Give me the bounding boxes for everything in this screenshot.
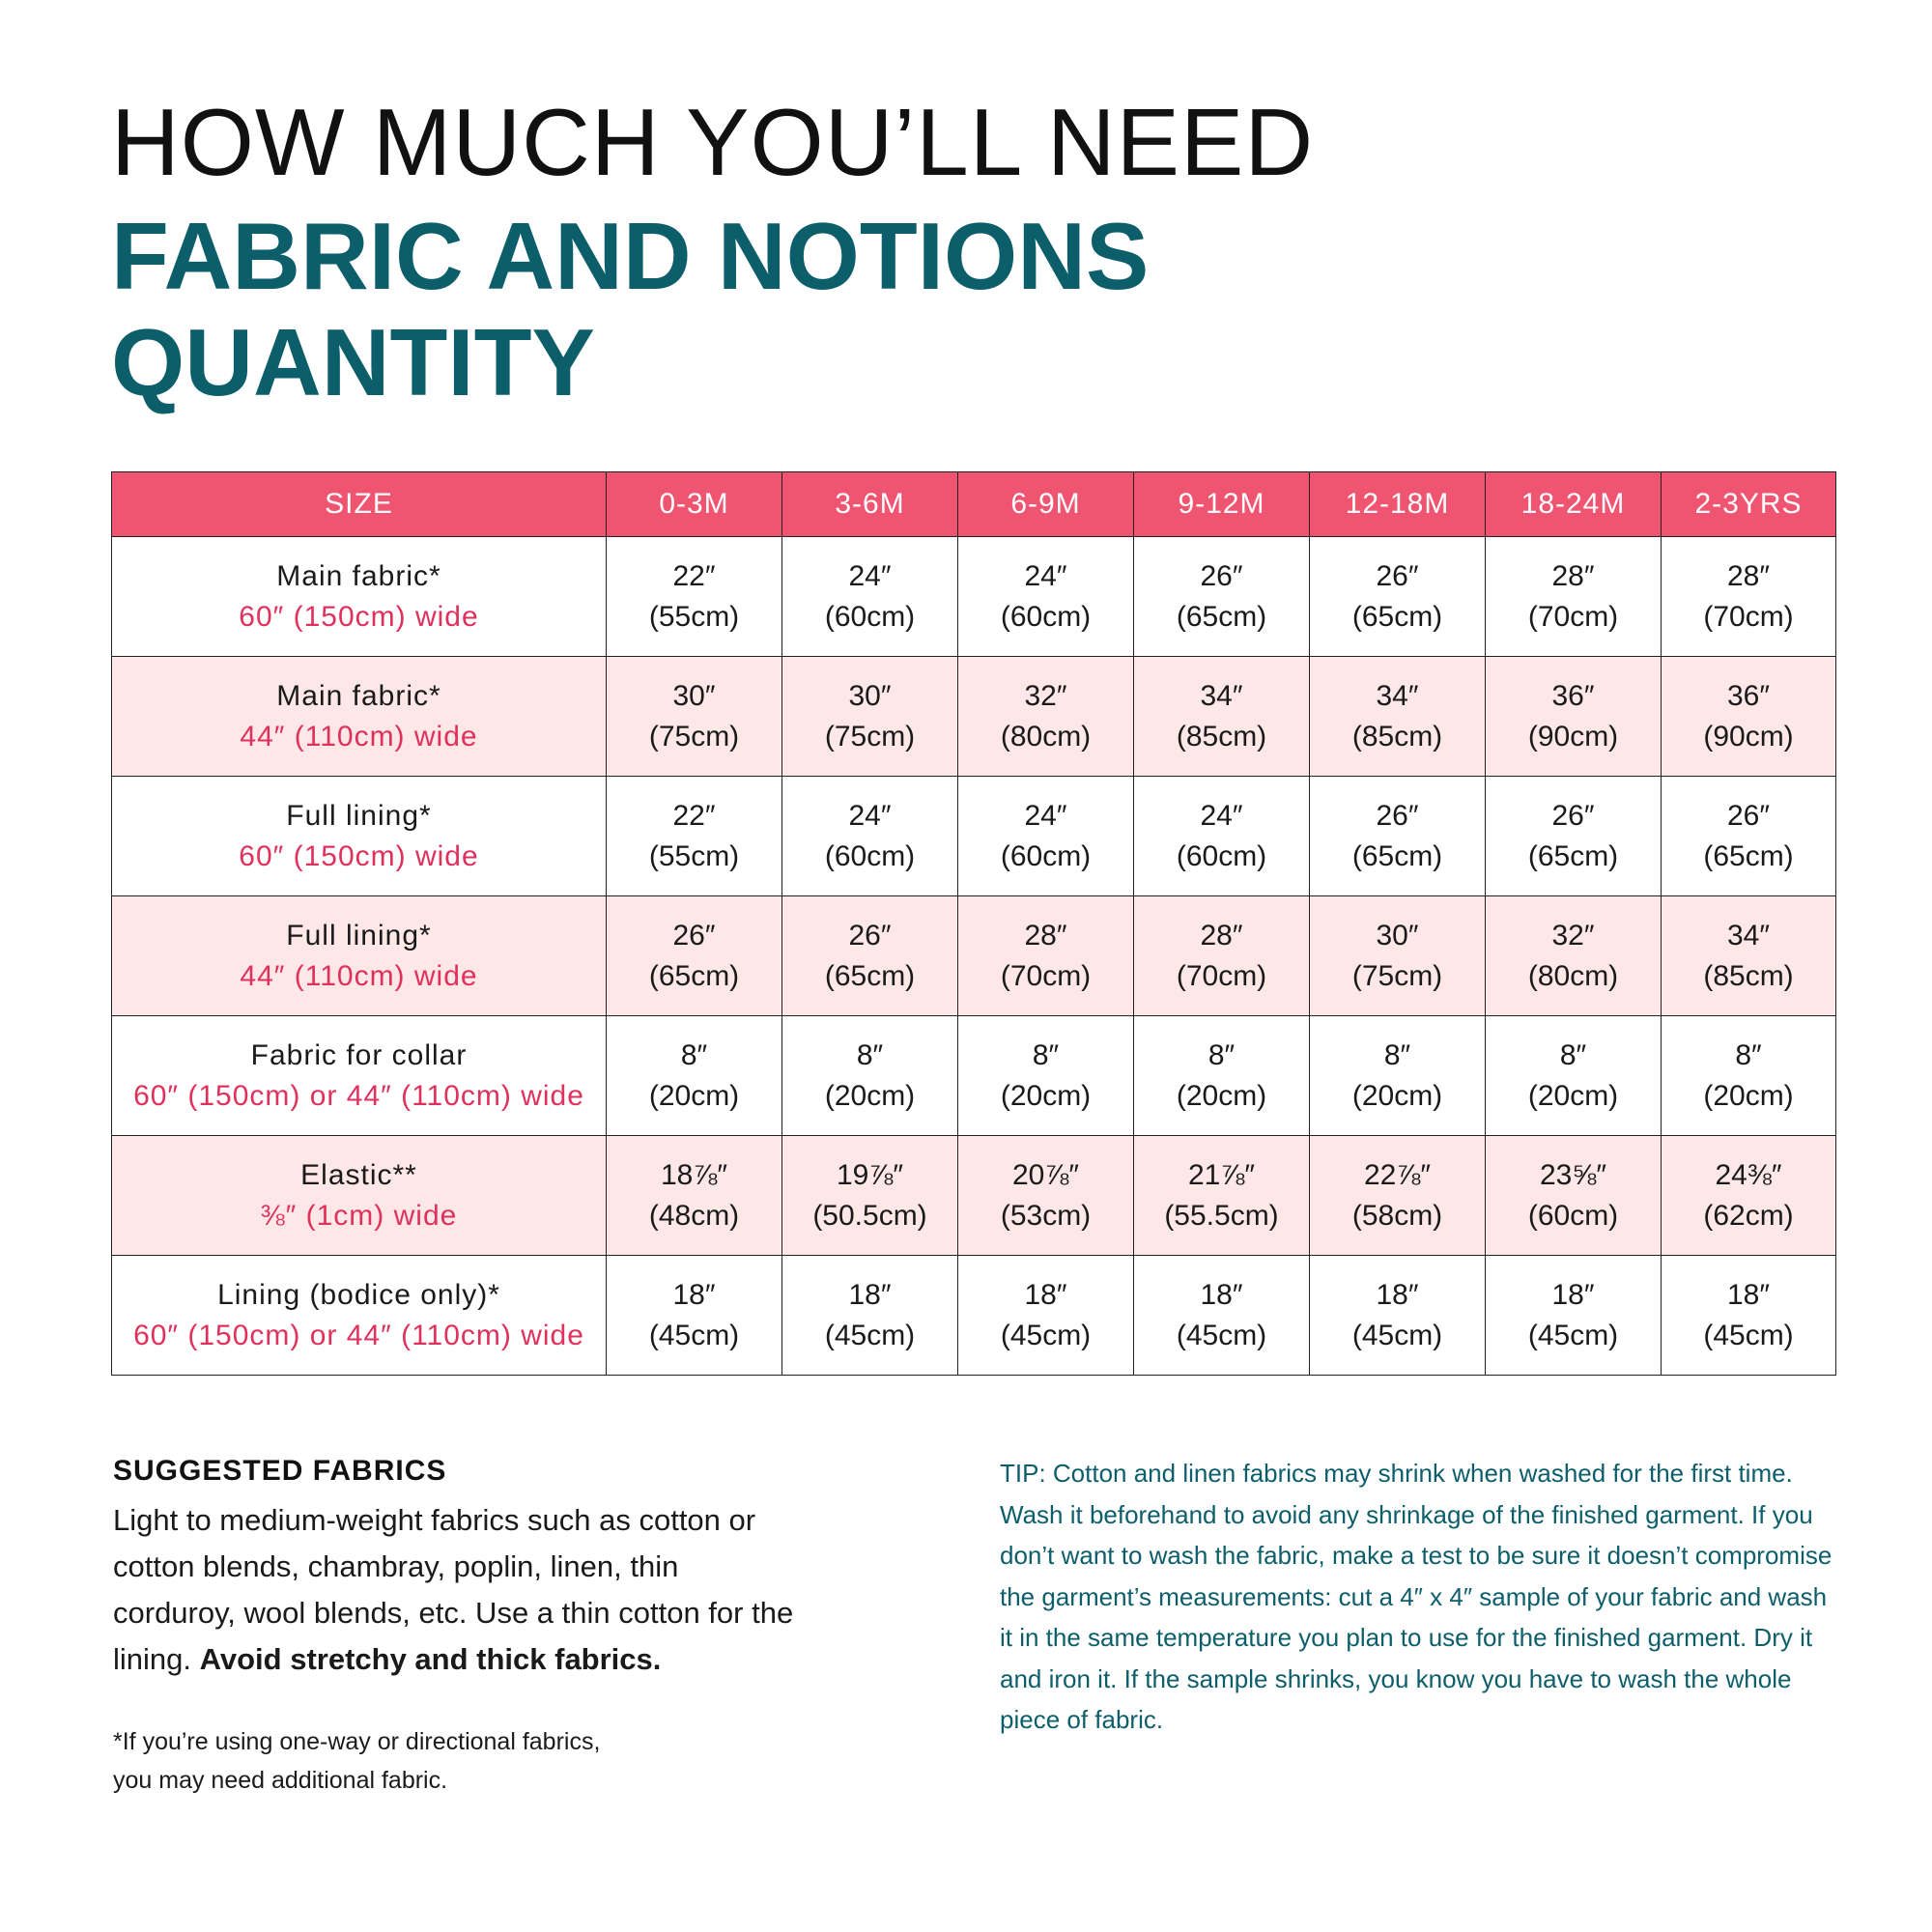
quantity-centimeters: (45cm) <box>1176 1319 1267 1351</box>
quantity-centimeters: (65cm) <box>824 959 916 992</box>
quantity-centimeters: (60cm) <box>824 839 916 872</box>
row-label-cell <box>112 896 607 1016</box>
quantity-inches: 8″ <box>680 1038 708 1071</box>
quantity-centimeters: (45cm) <box>1703 1319 1794 1351</box>
quantity-inches: 30″ <box>672 679 716 712</box>
quantity-cell <box>1134 1136 1310 1256</box>
quantity-cell <box>782 657 958 777</box>
quantity-cell <box>1310 1136 1486 1256</box>
quantity-centimeters: (75cm) <box>824 720 916 753</box>
row-label: Main fabric* <box>276 679 441 712</box>
quantity-cell <box>1486 777 1662 896</box>
quantity-inches: 26″ <box>1551 799 1595 832</box>
quantity-inches: 23⅝″ <box>1539 1158 1606 1191</box>
quantity-centimeters: (65cm) <box>1176 600 1267 633</box>
quantity-centimeters: (65cm) <box>1527 839 1619 872</box>
quantity-centimeters: (60cm) <box>1000 600 1092 633</box>
quantity-centimeters: (90cm) <box>1703 720 1794 753</box>
quantity-centimeters: (75cm) <box>1351 959 1443 992</box>
row-label-cell <box>112 657 607 777</box>
quantity-centimeters: (75cm) <box>648 720 740 753</box>
quantity-inches: 30″ <box>1376 919 1419 952</box>
quantity-inches: 32″ <box>1024 679 1067 712</box>
quantity-inches: 8″ <box>856 1038 884 1071</box>
table-row <box>112 537 1836 657</box>
quantity-centimeters: (60cm) <box>824 600 916 633</box>
column-header-3-6m: 3-6M <box>782 472 958 537</box>
table-row <box>112 657 1836 777</box>
quantity-inches: 8″ <box>1032 1038 1060 1071</box>
suggested-fabrics-body: Light to medium-weight fabrics such as cotton or cotton blends, chambray, poplin, linen, thin corduroy, wool blends, etc. Use a thin cotton for the lining. <box>113 1503 794 1676</box>
quantity-centimeters: (70cm) <box>1703 600 1794 633</box>
quantity-inches: 34″ <box>1200 679 1243 712</box>
quantity-cell <box>1662 777 1836 896</box>
quantity-cell <box>1310 1256 1486 1376</box>
quantity-inches: 24″ <box>848 799 892 832</box>
quantity-centimeters: (20cm) <box>824 1079 916 1112</box>
table-row <box>112 1136 1836 1256</box>
quantity-inches: 21⅞″ <box>1187 1158 1255 1191</box>
quantity-centimeters: (62cm) <box>1703 1199 1794 1232</box>
table-body <box>112 537 1836 1376</box>
quantity-cell <box>1134 657 1310 777</box>
suggested-fabrics-warning: Avoid stretchy and thick fabrics. <box>199 1642 662 1676</box>
shrinkage-tip: TIP: Cotton and linen fabrics may shrink when washed for the first time. Wash it beforehand to avoid any shrinkage of the finished garment. If you don’t want to wash the fabric, make a test to be sure it doesn’t compromise the garment’s measurements: cut a 4″ x 4″ sample of your fabric and wash it in the same temperature you plan to use for the finished garment. Dry it and iron it. If the sample shrinks, you know you have to wash the whole piece of fabric. <box>1000 1459 1833 1734</box>
quantity-centimeters: (80cm) <box>1527 959 1619 992</box>
quantity-inches: 18″ <box>848 1278 892 1311</box>
quantity-cell <box>1486 657 1662 777</box>
quantity-cell <box>607 1016 782 1136</box>
quantity-centimeters: (85cm) <box>1351 720 1443 753</box>
quantity-centimeters: (45cm) <box>824 1319 916 1351</box>
quantity-inches: 32″ <box>1551 919 1595 952</box>
quantity-cell <box>1310 1016 1486 1136</box>
table-header-row <box>112 472 1836 537</box>
quantity-cell <box>607 896 782 1016</box>
quantity-cell <box>1662 1136 1836 1256</box>
quantity-cell <box>1662 657 1836 777</box>
quantity-centimeters: (85cm) <box>1703 959 1794 992</box>
quantity-cell <box>782 896 958 1016</box>
quantity-inches: 18″ <box>1376 1278 1419 1311</box>
quantity-table <box>111 471 1836 1376</box>
quantity-cell <box>782 1256 958 1376</box>
row-label-cell <box>112 537 607 657</box>
quantity-cell <box>607 1136 782 1256</box>
quantity-inches: 18″ <box>1024 1278 1067 1311</box>
quantity-inches: 28″ <box>1200 919 1243 952</box>
quantity-inches: 26″ <box>1376 799 1419 832</box>
subtitle-line-2: QUANTITY <box>111 309 595 415</box>
quantity-cell <box>1486 1256 1662 1376</box>
quantity-inches: 28″ <box>1551 559 1595 592</box>
row-label: Lining (bodice only)* <box>217 1278 500 1311</box>
table-row <box>112 1016 1836 1136</box>
quantity-inches: 8″ <box>1383 1038 1411 1071</box>
column-header-6-9m: 6-9M <box>958 472 1134 537</box>
quantity-cell <box>958 1016 1134 1136</box>
quantity-inches: 30″ <box>848 679 892 712</box>
quantity-centimeters: (45cm) <box>1527 1319 1619 1351</box>
quantity-cell <box>607 1256 782 1376</box>
quantity-cell <box>958 657 1134 777</box>
quantity-cell <box>958 537 1134 657</box>
quantity-centimeters: (20cm) <box>1527 1079 1619 1112</box>
quantity-centimeters: (70cm) <box>1000 959 1092 992</box>
quantity-inches: 24⅜″ <box>1715 1158 1782 1191</box>
quantity-inches: 24″ <box>1024 559 1067 592</box>
row-width-label: 60″ (150cm) wide <box>239 600 479 633</box>
quantity-centimeters: (55cm) <box>648 600 740 633</box>
quantity-centimeters: (45cm) <box>648 1319 740 1351</box>
quantity-centimeters: (65cm) <box>1351 839 1443 872</box>
quantity-inches: 24″ <box>1200 799 1243 832</box>
row-label-cell <box>112 1016 607 1136</box>
quantity-centimeters: (48cm) <box>648 1199 740 1232</box>
quantity-cell <box>1134 1256 1310 1376</box>
quantity-centimeters: (60cm) <box>1176 839 1267 872</box>
quantity-inches: 34″ <box>1727 919 1770 952</box>
quantity-cell <box>1134 537 1310 657</box>
quantity-centimeters: (70cm) <box>1527 600 1619 633</box>
quantity-cell <box>1486 1016 1662 1136</box>
table-row <box>112 896 1836 1016</box>
quantity-inches: 18″ <box>1727 1278 1770 1311</box>
quantity-centimeters: (45cm) <box>1000 1319 1092 1351</box>
quantity-inches: 26″ <box>1376 559 1419 592</box>
suggested-fabrics-title: SUGGESTED FABRICS <box>113 1455 447 1487</box>
row-label-cell <box>112 1136 607 1256</box>
row-width-label: 60″ (150cm) wide <box>239 839 479 872</box>
quantity-cell <box>1134 1016 1310 1136</box>
quantity-cell <box>958 777 1134 896</box>
quantity-centimeters: (85cm) <box>1176 720 1267 753</box>
quantity-cell <box>1310 537 1486 657</box>
quantity-inches: 26″ <box>848 919 892 952</box>
row-label: Full lining* <box>286 799 432 832</box>
quantity-centimeters: (90cm) <box>1527 720 1619 753</box>
row-label: Full lining* <box>286 919 432 952</box>
quantity-cell <box>1134 777 1310 896</box>
quantity-inches: 28″ <box>1727 559 1770 592</box>
row-width-label: 44″ (110cm) wide <box>240 720 478 753</box>
quantity-inches: 24″ <box>848 559 892 592</box>
row-width-label: 44″ (110cm) wide <box>240 959 478 992</box>
quantity-centimeters: (20cm) <box>1000 1079 1092 1112</box>
column-header-2-3yrs: 2-3YRS <box>1662 472 1836 537</box>
quantity-centimeters: (50.5cm) <box>812 1199 927 1232</box>
quantity-cell <box>607 537 782 657</box>
quantity-centimeters: (20cm) <box>1176 1079 1267 1112</box>
row-label: Fabric for collar <box>250 1038 468 1071</box>
fabric-quantity-table <box>111 471 1835 1376</box>
quantity-cell <box>607 777 782 896</box>
quantity-cell <box>782 537 958 657</box>
quantity-centimeters: (20cm) <box>648 1079 740 1112</box>
quantity-inches: 22⅞″ <box>1363 1158 1431 1191</box>
quantity-centimeters: (65cm) <box>1703 839 1794 872</box>
quantity-cell <box>607 657 782 777</box>
quantity-centimeters: (65cm) <box>648 959 740 992</box>
page-title: HOW MUCH YOU’LL NEED <box>111 89 1315 195</box>
row-width-label: ⅜″ (1cm) wide <box>260 1199 458 1232</box>
quantity-centimeters: (55.5cm) <box>1164 1199 1279 1232</box>
quantity-inches: 26″ <box>672 919 716 952</box>
quantity-cell <box>1662 1016 1836 1136</box>
quantity-centimeters: (58cm) <box>1351 1199 1443 1232</box>
quantity-inches: 26″ <box>1727 799 1770 832</box>
row-width-label: 60″ (150cm) or 44″ (110cm) wide <box>133 1319 584 1351</box>
quantity-inches: 18″ <box>672 1278 716 1311</box>
column-header-9-12m: 9-12M <box>1134 472 1310 537</box>
column-header-0-3m: 0-3M <box>607 472 782 537</box>
quantity-cell <box>958 1256 1134 1376</box>
quantity-inches: 8″ <box>1735 1038 1762 1071</box>
quantity-inches: 18″ <box>1200 1278 1243 1311</box>
quantity-centimeters: (53cm) <box>1000 1199 1092 1232</box>
quantity-cell <box>782 1016 958 1136</box>
quantity-cell <box>1310 896 1486 1016</box>
quantity-inches: 22″ <box>672 799 716 832</box>
quantity-cell <box>958 1136 1134 1256</box>
quantity-cell <box>1310 777 1486 896</box>
quantity-cell <box>782 777 958 896</box>
quantity-cell <box>1662 1256 1836 1376</box>
quantity-inches: 28″ <box>1024 919 1067 952</box>
quantity-inches: 8″ <box>1559 1038 1587 1071</box>
quantity-cell <box>958 896 1134 1016</box>
row-label-cell <box>112 777 607 896</box>
quantity-cell <box>1134 896 1310 1016</box>
quantity-inches: 34″ <box>1376 679 1419 712</box>
suggested-fabrics-text <box>113 1497 809 1683</box>
quantity-centimeters: (70cm) <box>1176 959 1267 992</box>
column-header-12-18m: 12-18M <box>1310 472 1486 537</box>
quantity-cell <box>782 1136 958 1256</box>
table-row <box>112 777 1836 896</box>
quantity-inches: 18″ <box>1551 1278 1595 1311</box>
quantity-cell <box>1662 896 1836 1016</box>
quantity-inches: 26″ <box>1200 559 1243 592</box>
quantity-inches: 22″ <box>672 559 716 592</box>
quantity-centimeters: (20cm) <box>1351 1079 1443 1112</box>
quantity-cell <box>1486 896 1662 1016</box>
quantity-centimeters: (80cm) <box>1000 720 1092 753</box>
table-row <box>112 1256 1836 1376</box>
quantity-inches: 18⅞″ <box>660 1158 727 1191</box>
quantity-inches: 20⅞″ <box>1011 1158 1079 1191</box>
quantity-inches: 24″ <box>1024 799 1067 832</box>
quantity-centimeters: (65cm) <box>1351 600 1443 633</box>
row-label: Main fabric* <box>276 559 441 592</box>
quantity-inches: 19⅞″ <box>836 1158 903 1191</box>
quantity-cell <box>1486 1136 1662 1256</box>
subtitle-line-1: FABRIC AND NOTIONS <box>111 203 1150 309</box>
row-width-label: 60″ (150cm) or 44″ (110cm) wide <box>133 1079 584 1112</box>
quantity-centimeters: (60cm) <box>1000 839 1092 872</box>
quantity-centimeters: (55cm) <box>648 839 740 872</box>
quantity-inches: 8″ <box>1208 1038 1236 1071</box>
page-subtitle <box>111 203 1367 415</box>
quantity-cell <box>1486 537 1662 657</box>
quantity-inches: 36″ <box>1551 679 1595 712</box>
quantity-inches: 36″ <box>1727 679 1770 712</box>
quantity-centimeters: (60cm) <box>1527 1199 1619 1232</box>
row-label: Elastic** <box>300 1158 417 1191</box>
quantity-centimeters: (45cm) <box>1351 1319 1443 1351</box>
row-label-cell <box>112 1256 607 1376</box>
column-header-18-24m: 18-24M <box>1486 472 1662 537</box>
column-header-size: SIZE <box>112 472 607 537</box>
quantity-cell <box>1662 537 1836 657</box>
directional-fabric-footnote: *If you’re using one-way or directional fabrics, you may need additional fabric. <box>113 1728 601 1794</box>
quantity-cell <box>1310 657 1486 777</box>
quantity-centimeters: (20cm) <box>1703 1079 1794 1112</box>
